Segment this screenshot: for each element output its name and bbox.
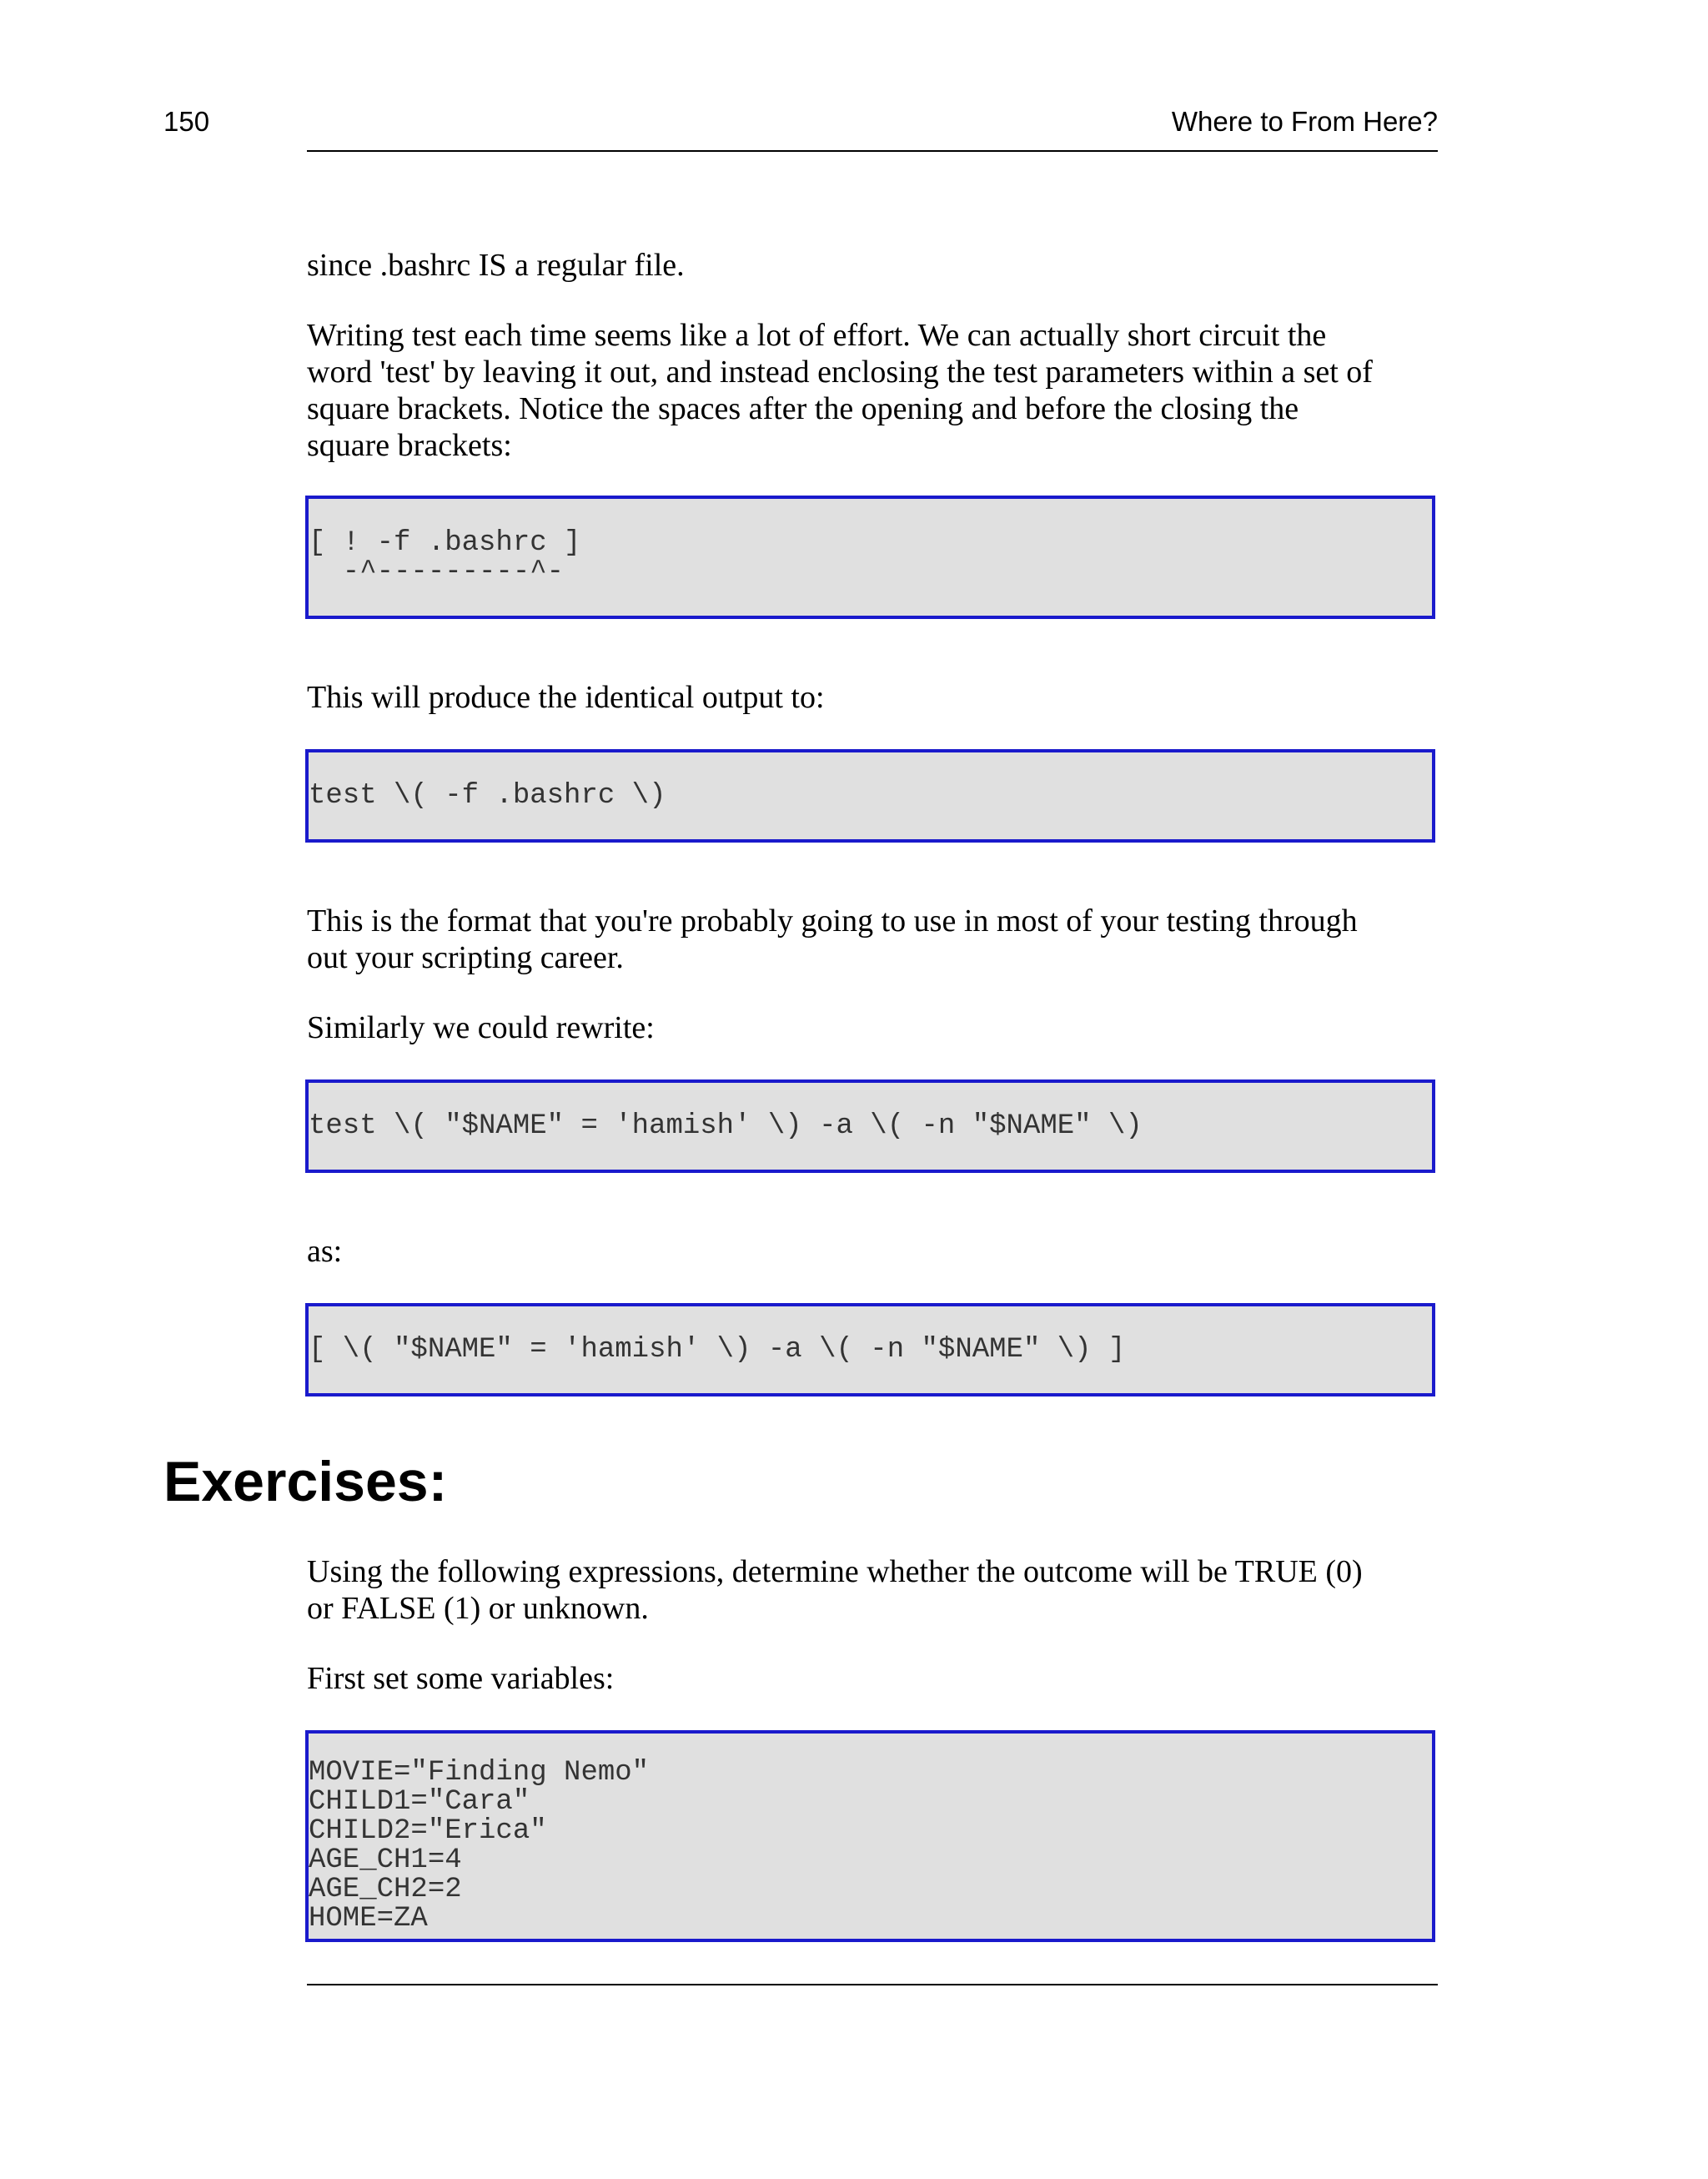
paragraph-as: as: [307, 1234, 343, 1269]
paragraph-format-note: This is the format that you're probably going to use in most of your testing through out your scripting career. [307, 903, 1358, 975]
page-number: 150 [163, 106, 210, 137]
paragraph-exercises-intro: Using the following expressions, determine whether the outcome will be TRUE (0) or FALSE (1) or unknown. [307, 1554, 1363, 1626]
header-rule [307, 150, 1438, 152]
paragraph-set-variables: First set some variables: [307, 1661, 615, 1696]
code-text: [ ! -f .bashrc ] -^---------^- [309, 527, 581, 588]
running-title: Where to From Here? [1171, 106, 1438, 137]
code-text: test \( -f .bashrc \) [309, 780, 666, 812]
paragraph-short-circuit: Writing test each time seems like a lot of effort. We can actually short circuit the word 'test' by leaving it out, and instead enclosing the test parameters within a set of square brackets. Notice the spaces after the opening and before the closing the square brackets: [307, 318, 1373, 463]
paragraph-identical-output: This will produce the identical output to: [307, 680, 825, 715]
code-block-bracket-name [305, 1303, 1435, 1396]
code-block-variables [305, 1730, 1435, 1942]
code-text: test \( "$NAME" = 'hamish' \) -a \( -n "$NAME" \) [309, 1110, 1143, 1142]
footer-rule [307, 1984, 1438, 1985]
code-text: MOVIE="Finding Nemo" CHILD1="Cara" CHILD2="Erica" AGE_CH1=4 AGE_CH2=2 HOME=ZA [309, 1757, 650, 1935]
section-heading-exercises: Exercises: [163, 1450, 448, 1513]
code-block-bracket-test [305, 496, 1435, 619]
code-block-test-name [305, 1079, 1435, 1173]
paragraph-regular-file: since .bashrc IS a regular file. [307, 248, 685, 283]
paragraph-similarly: Similarly we could rewrite: [307, 1010, 655, 1045]
code-block-test-command [305, 749, 1435, 843]
code-text: [ \( "$NAME" = 'hamish' \) -a \( -n "$NAME" \) ] [309, 1334, 1126, 1366]
